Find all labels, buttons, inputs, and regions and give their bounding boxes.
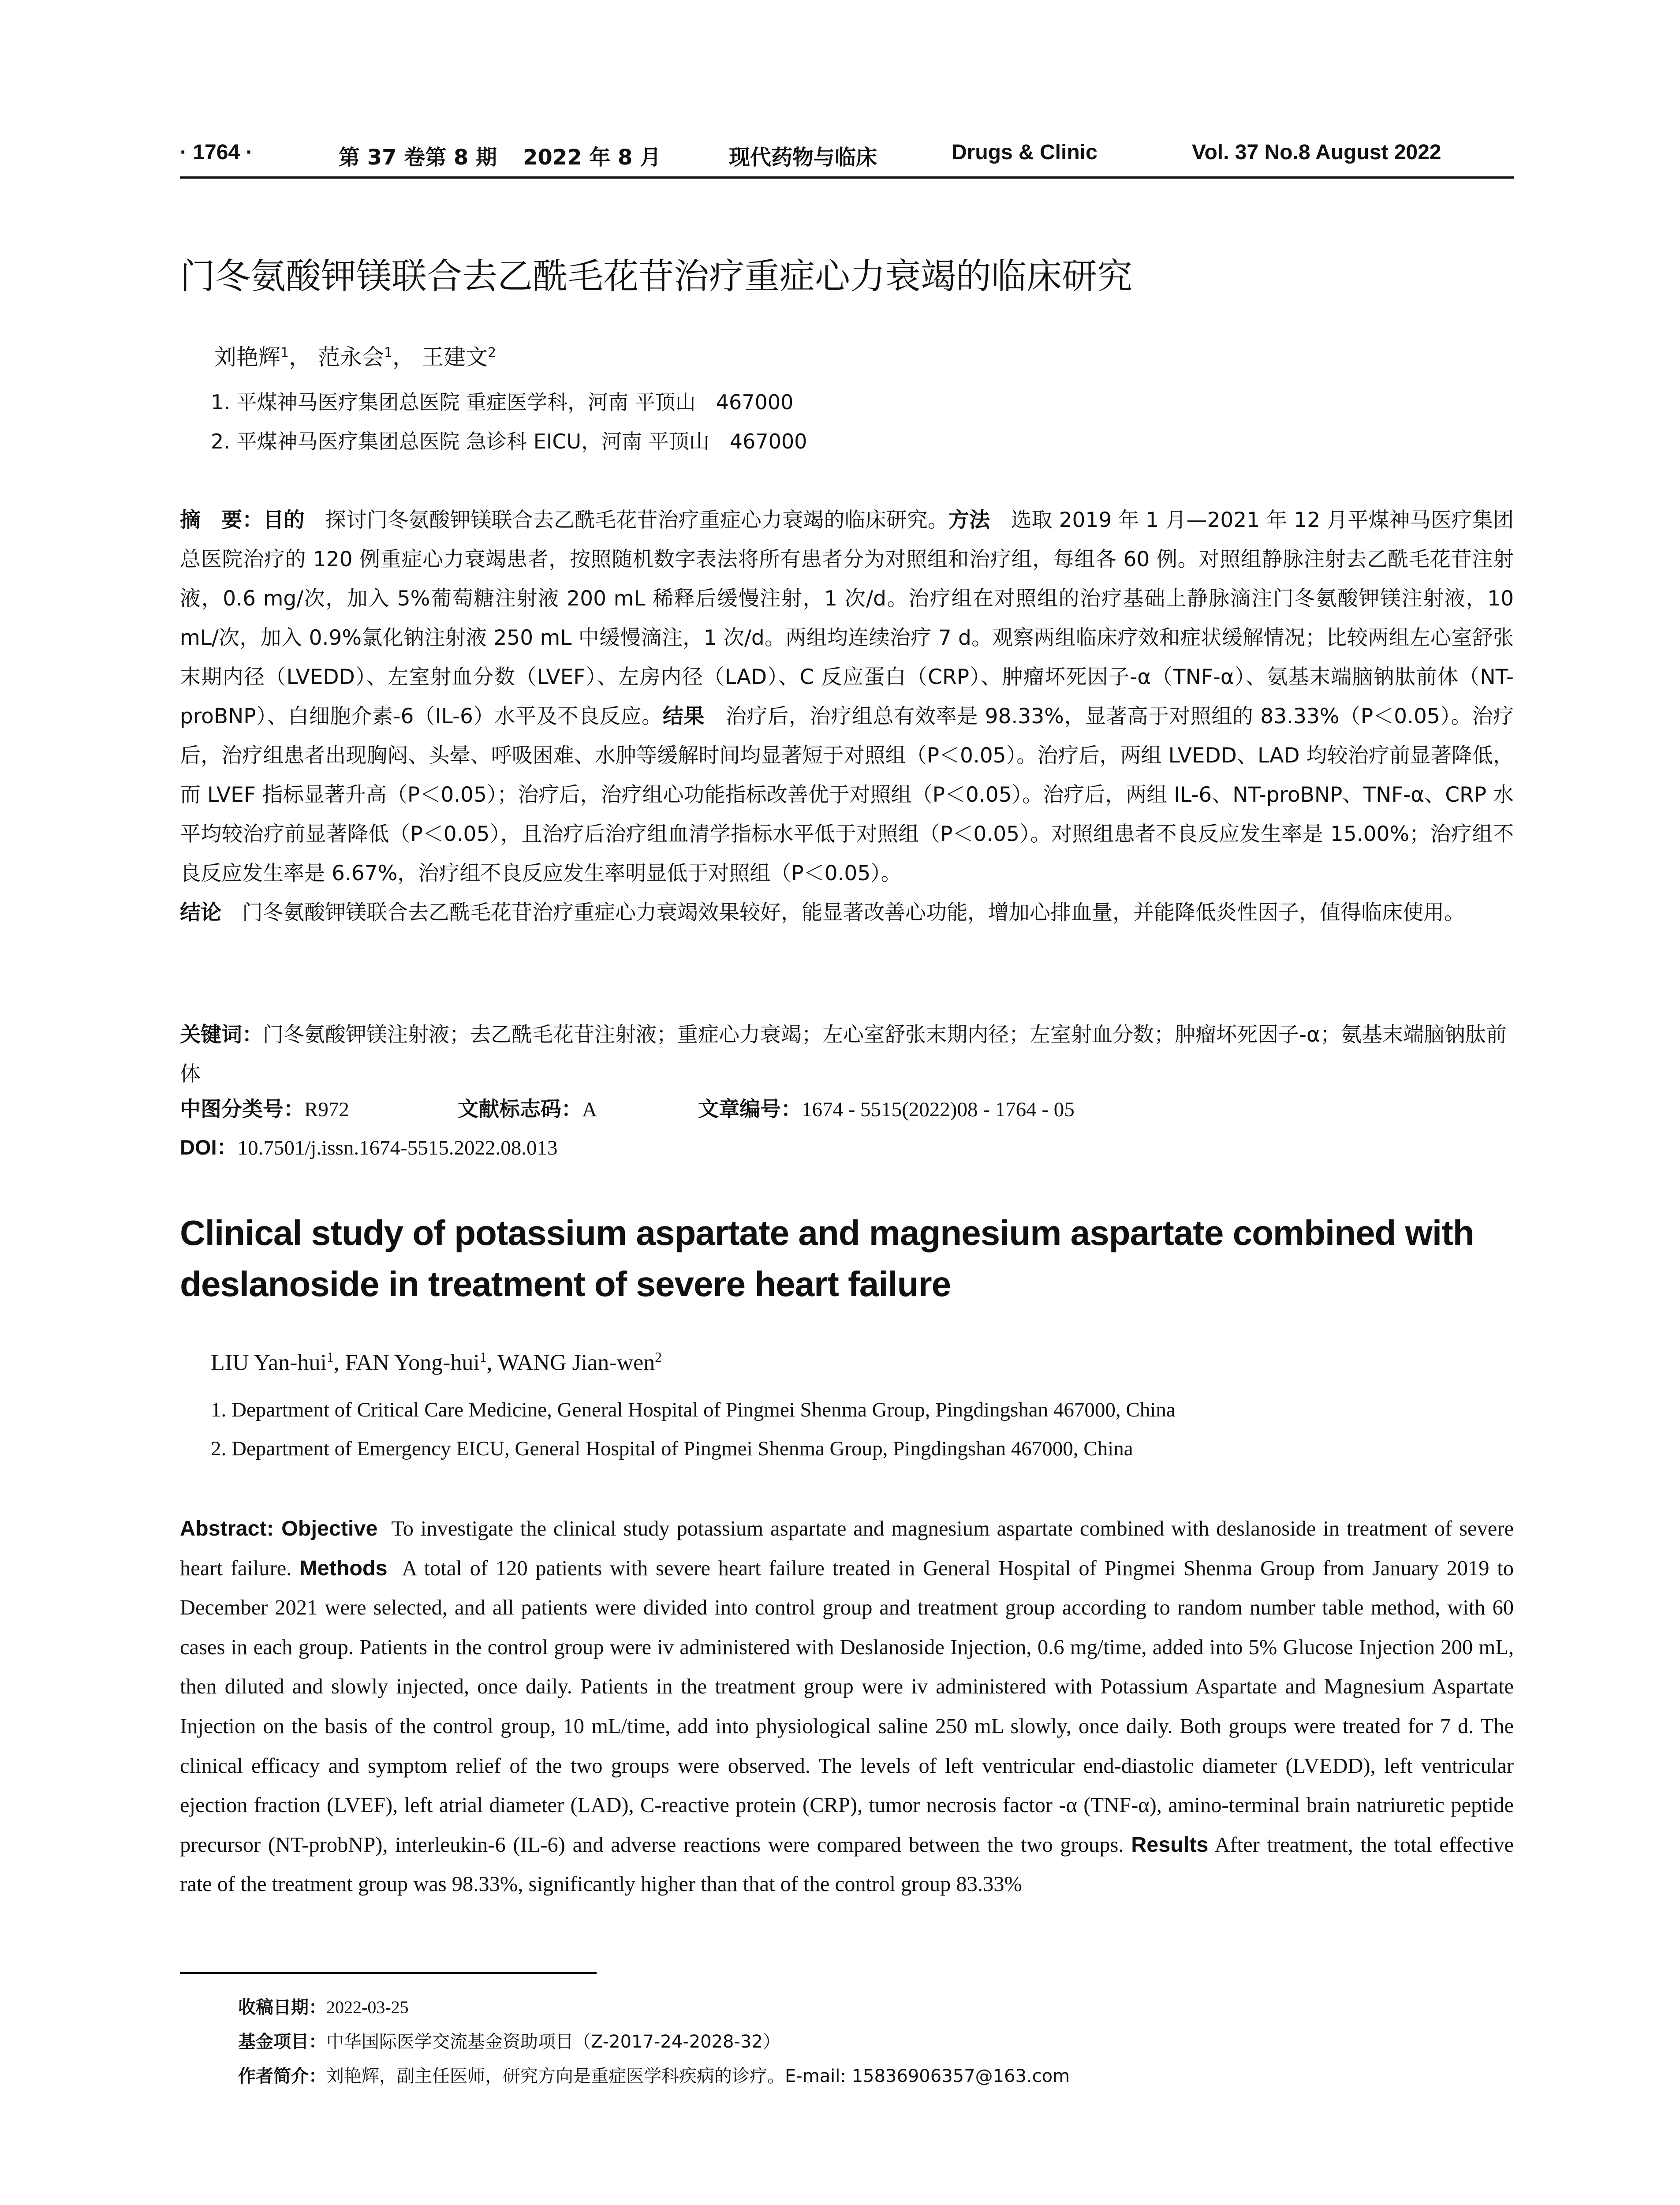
en-authors bbox=[211, 1349, 662, 1375]
en-affiliation-1: 1. Department of Critical Care Medicine, General Hospital of Pingmei Shenma Group, Pingdingshan 467000, China bbox=[211, 1398, 1176, 1421]
en-objective: To investigate the clinical study potassium aspartate and magnesium aspartate combined with deslanoside in treatment of severe heart failure. bbox=[180, 1517, 1514, 1580]
clc-label: 中图分类号： bbox=[180, 1097, 304, 1121]
received-value: 2022-03-25 bbox=[326, 1997, 409, 2017]
header-page-number: · 1764 · bbox=[180, 141, 253, 164]
cn-affiliation-1: 1. 平煤神马医疗集团总医院 重症医学科，河南 平顶山 467000 bbox=[211, 390, 794, 414]
header-journal-en: Drugs & Clinic bbox=[952, 141, 1098, 164]
received-label: 收稿日期： bbox=[238, 1997, 326, 2018]
header-date-cn: 2022 年 8 月 bbox=[523, 145, 661, 170]
article-no-item bbox=[698, 1093, 1075, 1122]
footnote-author bbox=[238, 2062, 1070, 2087]
en-author-name: LIU Yan-hui bbox=[211, 1350, 327, 1375]
clc-value: R972 bbox=[304, 1098, 349, 1121]
cn-methods: 选取 2019 年 1 月—2021 年 12 月平煤神马医疗集团总医院治疗的 120 例重症心力衰竭患者，按照随机数字表法将所有患者分为对照组和治疗组，每组各 60 例。对照组静脉注射去乙酰毛花苷注射液，0.6 mg/次，加入 5%葡萄糖注射液 200 mL 稀释后缓慢注射，1 次/d。治疗组在对照组的治疗基础上静脉滴注门冬氨酸钾镁注射液，10 mL/次，加入 0.9%氯化钠注射液 250 mL 中缓慢滴注，1 次/d。两组均连续治疗 7 d。观察两组临床疗效和症状缓解情况；比较两组左心室舒张末期内径（LVEDD）、左室射血分数（LVEF）、左房内径（LAD）、C 反应蛋白（CRP）、肿瘤坏死因子-α（TNF-α）、氨基末端脑钠肽前体（NT-proBNP）、白细胞介素-6（IL-6）水平及不良反应。 bbox=[180, 508, 1514, 729]
doc-code-label: 文献标志码： bbox=[458, 1097, 582, 1121]
cn-title: 门冬氨酸钾镁联合去乙酰毛花苷治疗重症心力衰竭的临床研究 bbox=[180, 256, 1132, 297]
cn-conclusion-label: 结论 bbox=[180, 901, 221, 925]
author-bio-label: 作者简介： bbox=[238, 2066, 326, 2086]
en-affiliation-2: 2. Department of Emergency EICU, General Hospital of Pingmei Shenma Group, Pingdingshan 467000, China bbox=[211, 1437, 1133, 1460]
cn-objective: 探讨门冬氨酸钾镁联合去乙酰毛花苷治疗重症心力衰竭的临床研究。 bbox=[325, 508, 949, 532]
header-issue-en: Vol. 37 No.8 August 2022 bbox=[1192, 141, 1441, 164]
en-author-sup: 2 bbox=[655, 1349, 662, 1365]
en-abstract bbox=[180, 1509, 1514, 1904]
en-author-name: FAN Yong-hui bbox=[345, 1350, 480, 1375]
author-bio-value: 刘艳辉，副主任医师，研究方向是重症医学科疾病的诊疗。E-mail: 15836906357@163.com bbox=[326, 2066, 1070, 2086]
cn-keywords bbox=[180, 1015, 1514, 1094]
footnote-fund bbox=[238, 2028, 780, 2053]
article-no-label: 文章编号： bbox=[698, 1097, 802, 1121]
doc-code-value: A bbox=[582, 1098, 597, 1121]
cn-author-sep: ， bbox=[289, 344, 311, 370]
en-methods: A total of 120 patients with severe heart failure treated in General Hospital of Pingmei Shenma Group from January 2019 to December 2021 were selected, and all patients were divided into control group and treatment group according to random number table method, with 60 cases in each group. Patients in the control group were iv administered with Deslanoside Injection, 0.6 mg/time, added into 5% Glucose Injection 200 mL, then diluted and slowly injected, once daily. Patients in the treatment group were iv administered with Potassium Aspartate and Magnesium Aspartate Injection on the basis of the control group, 10 mL/time, add into physiological saline 250 mL slowly, once daily. Both groups were treated for 7 d. The clinical efficacy and symptom relief of the two groups were observed. The levels of left ventricular end-diastolic diameter (LVEDD), left ventricular ejection fraction (LVEF), left atrial diameter (LAD), C-reactive protein (CRP), tumor necrosis factor -α (TNF-α), amino-terminal brain natriuretic peptide precursor (NT-probNP), interleukin-6 (IL-6) and adverse reactions were compared between the two groups. bbox=[180, 1556, 1514, 1857]
cn-objective-label: 目的 bbox=[263, 508, 305, 532]
en-results: After treatment, the total effective rate of the treatment group was 98.33%, significantly higher than that of the control group 83.33% bbox=[180, 1833, 1514, 1896]
footnote-rule bbox=[180, 1972, 597, 1974]
header-issue-cn: 第 37 卷第 8 期 bbox=[339, 145, 497, 170]
cn-abstract-label: 摘 要： bbox=[180, 508, 263, 532]
en-results-label: Results bbox=[1131, 1832, 1209, 1857]
cn-keywords-label: 关键词： bbox=[180, 1023, 263, 1047]
article-no-value: 1674 - 5515(2022)08 - 1764 - 05 bbox=[802, 1098, 1075, 1121]
cn-author-sup: 1 bbox=[280, 345, 289, 361]
clc-item bbox=[180, 1093, 349, 1122]
cn-author-name: 范永会 bbox=[318, 344, 384, 370]
en-abstract-label: Abstract: Objective bbox=[180, 1517, 378, 1540]
fund-value: 中华国际医学交流基金资助项目（Z-2017-24-2028-32） bbox=[326, 2032, 780, 2052]
en-author-sep: , bbox=[486, 1350, 498, 1375]
cn-author-sep: ， bbox=[392, 344, 415, 370]
doc-code-item bbox=[458, 1093, 597, 1122]
cn-authors bbox=[214, 340, 496, 371]
fund-label: 基金项目： bbox=[238, 2032, 326, 2052]
cn-conclusion: 门冬氨酸钾镁联合去乙酰毛花苷治疗重症心力衰竭效果较好，能显著改善心功能，增加心排血量，并能降低炎性因子，值得临床使用。 bbox=[242, 901, 1465, 925]
cn-results-label: 结果 bbox=[662, 704, 705, 729]
en-title: Clinical study of potassium aspartate and magnesium aspartate combined with deslanoside in treatment of severe heart failure bbox=[180, 1213, 1474, 1304]
cn-methods-label: 方法 bbox=[948, 508, 990, 532]
cn-results: 治疗后，治疗组总有效率是 98.33%，显著高于对照组的 83.33%（P＜0.05）。治疗后，治疗组患者出现胸闷、头晕、呼吸困难、水肿等缓解时间均显著短于对照组（P＜0.05）。治疗后，两组 LVEDD、LAD 均较治疗前显著降低，而 LVEF 指标显著升高（P＜0.05）；治疗后，治疗组心功能指标改善优于对照组（P＜0.05）。治疗后，两组 IL-6、NT-proBNP、TNF-α、CRP 水平均较治疗前显著降低（P＜0.05），且治疗后治疗组血清学指标水平低于对照组（P＜0.05）。对照组患者不良反应发生率是 15.00%；治疗组不良反应发生率是 6.67%，治疗组不良反应发生率明显低于对照组（P＜0.05）。 bbox=[180, 704, 1514, 886]
header-journal-cn: 现代药物与临床 bbox=[729, 145, 877, 170]
doi-label: DOI： bbox=[180, 1136, 238, 1159]
cn-affiliation-2: 2. 平煤神马医疗集团总医院 急诊科 EICU，河南 平顶山 467000 bbox=[211, 430, 807, 453]
cn-abstract bbox=[180, 501, 1514, 932]
header-rule bbox=[180, 176, 1514, 179]
cn-author-sup: 1 bbox=[384, 345, 393, 361]
running-header bbox=[180, 140, 1514, 171]
en-methods-label: Methods bbox=[299, 1556, 388, 1580]
en-author-sep: , bbox=[333, 1350, 345, 1375]
cn-author-name: 刘艳辉 bbox=[214, 344, 280, 370]
en-author-sup: 1 bbox=[326, 1349, 334, 1365]
footnote-received bbox=[238, 1993, 409, 2018]
doi-row bbox=[180, 1131, 557, 1161]
cn-author-name: 王建文 bbox=[422, 344, 488, 370]
doi-value: 10.7501/j.issn.1674-5515.2022.08.013 bbox=[237, 1136, 558, 1159]
cn-keywords-text: 门冬氨酸钾镁注射液；去乙酰毛花苷注射液；重症心力衰竭；左心室舒张末期内径；左室射血分数；肿瘤坏死因子-α；氨基末端脑钠肽前体 bbox=[180, 1023, 1507, 1086]
en-author-name: WANG Jian-wen bbox=[497, 1350, 655, 1375]
cn-author-sup: 2 bbox=[488, 345, 497, 361]
en-author-sup: 1 bbox=[479, 1349, 487, 1365]
